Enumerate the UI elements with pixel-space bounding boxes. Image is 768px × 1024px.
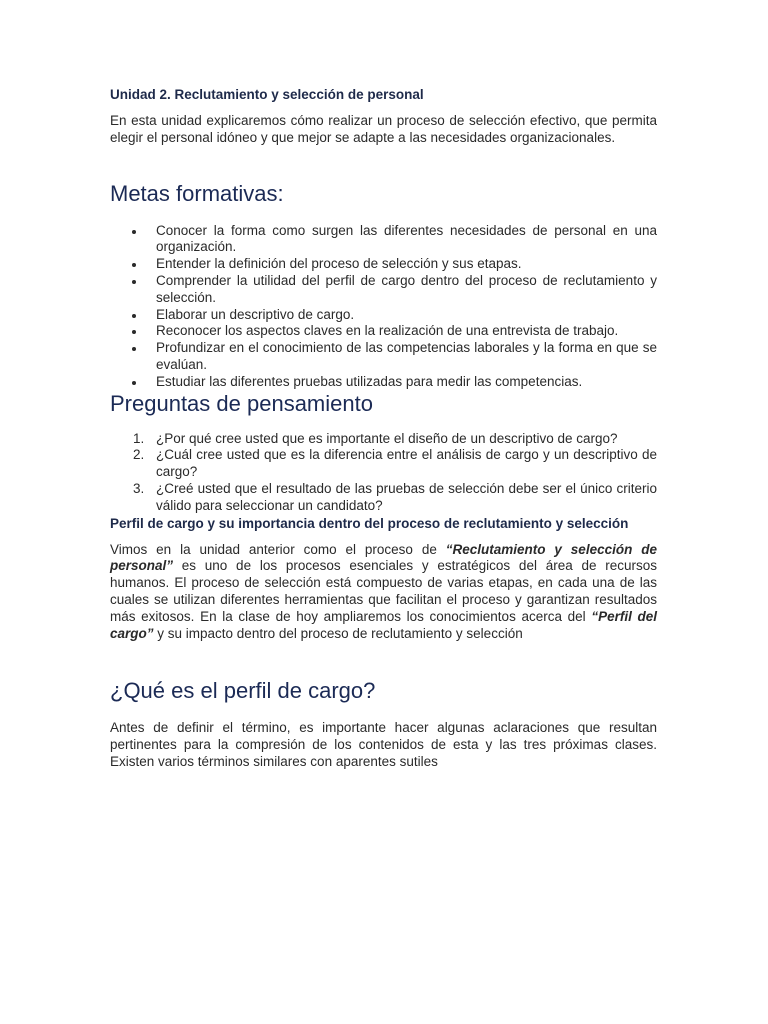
metas-heading: Metas formativas: — [110, 180, 284, 206]
list-item-text: ¿Creé usted que el resultado de las pruebas de selección debe ser el único criterio válido para seleccionar un candidato? — [156, 480, 657, 513]
list-item — [110, 223, 657, 257]
bullet-icon — [132, 230, 136, 234]
perfil-paragraph — [110, 542, 657, 643]
bullet-icon — [132, 330, 136, 334]
list-item-text: ¿Cuál cree usted que es la diferencia entre el análisis de cargo y un descriptivo de cargo? — [156, 447, 657, 480]
emphasis-text: “Perfil del cargo” — [110, 608, 657, 641]
list-item-text: Estudiar las diferentes pruebas utilizadas para medir las competencias. — [156, 373, 583, 389]
perfil-section-title: Perfil de cargo y su importancia dentro del proceso de reclutamiento y selección — [110, 515, 629, 531]
list-item — [110, 340, 657, 374]
text-run: es uno de los procesos esenciales y estratégicos del área de recursos humanos. El proceso de selección está compuesto de varias etapas, en cada una de las cuales se utilizan diferentes herramientas que facilitan el proceso y garantizan resultados más exitosos. En la clase de hoy ampliaremos los conocimientos acerca del — [110, 558, 657, 624]
text-run: Vimos en la unidad anterior como el proceso de — [110, 541, 446, 557]
list-item — [110, 481, 657, 515]
list-item — [110, 447, 657, 481]
list-item — [110, 307, 657, 324]
que-es-paragraph: Antes de definir el término, es importante hacer algunas aclaraciones que resultan pertinentes para la compresión de los contenidos de esta y las tres próximas clases. Existen varios términos similares con aparentes sutiles — [110, 720, 657, 769]
bullet-icon — [132, 263, 136, 267]
list-item-text: Reconocer los aspectos claves en la realización de una entrevista de trabajo. — [156, 323, 619, 339]
list-item — [110, 256, 657, 273]
list-item-text: Comprender la utilidad del perfil de cargo dentro del proceso de reclutamiento y selección. — [156, 272, 657, 305]
list-number: 3. — [133, 480, 145, 496]
list-number: 2. — [133, 447, 145, 463]
preguntas-heading: Preguntas de pensamiento — [110, 390, 373, 416]
list-item — [110, 273, 657, 307]
list-item — [110, 374, 657, 391]
list-item-text: Elaborar un descriptivo de cargo. — [156, 306, 355, 322]
preguntas-list — [110, 431, 657, 515]
bullet-icon — [132, 314, 136, 318]
intro-paragraph: En esta unidad explicaremos cómo realizar un proceso de selección efectivo, que permita elegir el personal idóneo y que mejor se adapte a las necesidades organizacionales. — [110, 113, 657, 145]
document-page — [110, 86, 657, 771]
list-item-text: Profundizar en el conocimiento de las competencias laborales y la forma en que se evalúan. — [156, 340, 657, 372]
list-item — [110, 323, 657, 340]
bullet-icon — [132, 381, 136, 385]
list-item-text: Conocer la forma como surgen las diferentes necesidades de personal en una organización. — [156, 222, 657, 255]
bullet-icon — [132, 347, 136, 351]
list-item-text: Entender la definición del proceso de selección y sus etapas. — [156, 256, 522, 272]
unit-title: Unidad 2. Reclutamiento y selección de personal — [110, 87, 424, 102]
metas-list — [110, 223, 657, 391]
text-run: y su impacto dentro del proceso de reclutamiento y selección — [153, 625, 523, 641]
bullet-icon — [132, 280, 136, 284]
list-number: 1. — [133, 430, 145, 446]
list-item-text: ¿Por qué cree usted que es importante el diseño de un descriptivo de cargo? — [156, 430, 618, 446]
list-item — [110, 431, 657, 448]
emphasis-text: “Reclutamiento y selección de personal” — [110, 541, 657, 574]
que-es-heading: ¿Qué es el perfil de cargo? — [110, 678, 376, 704]
